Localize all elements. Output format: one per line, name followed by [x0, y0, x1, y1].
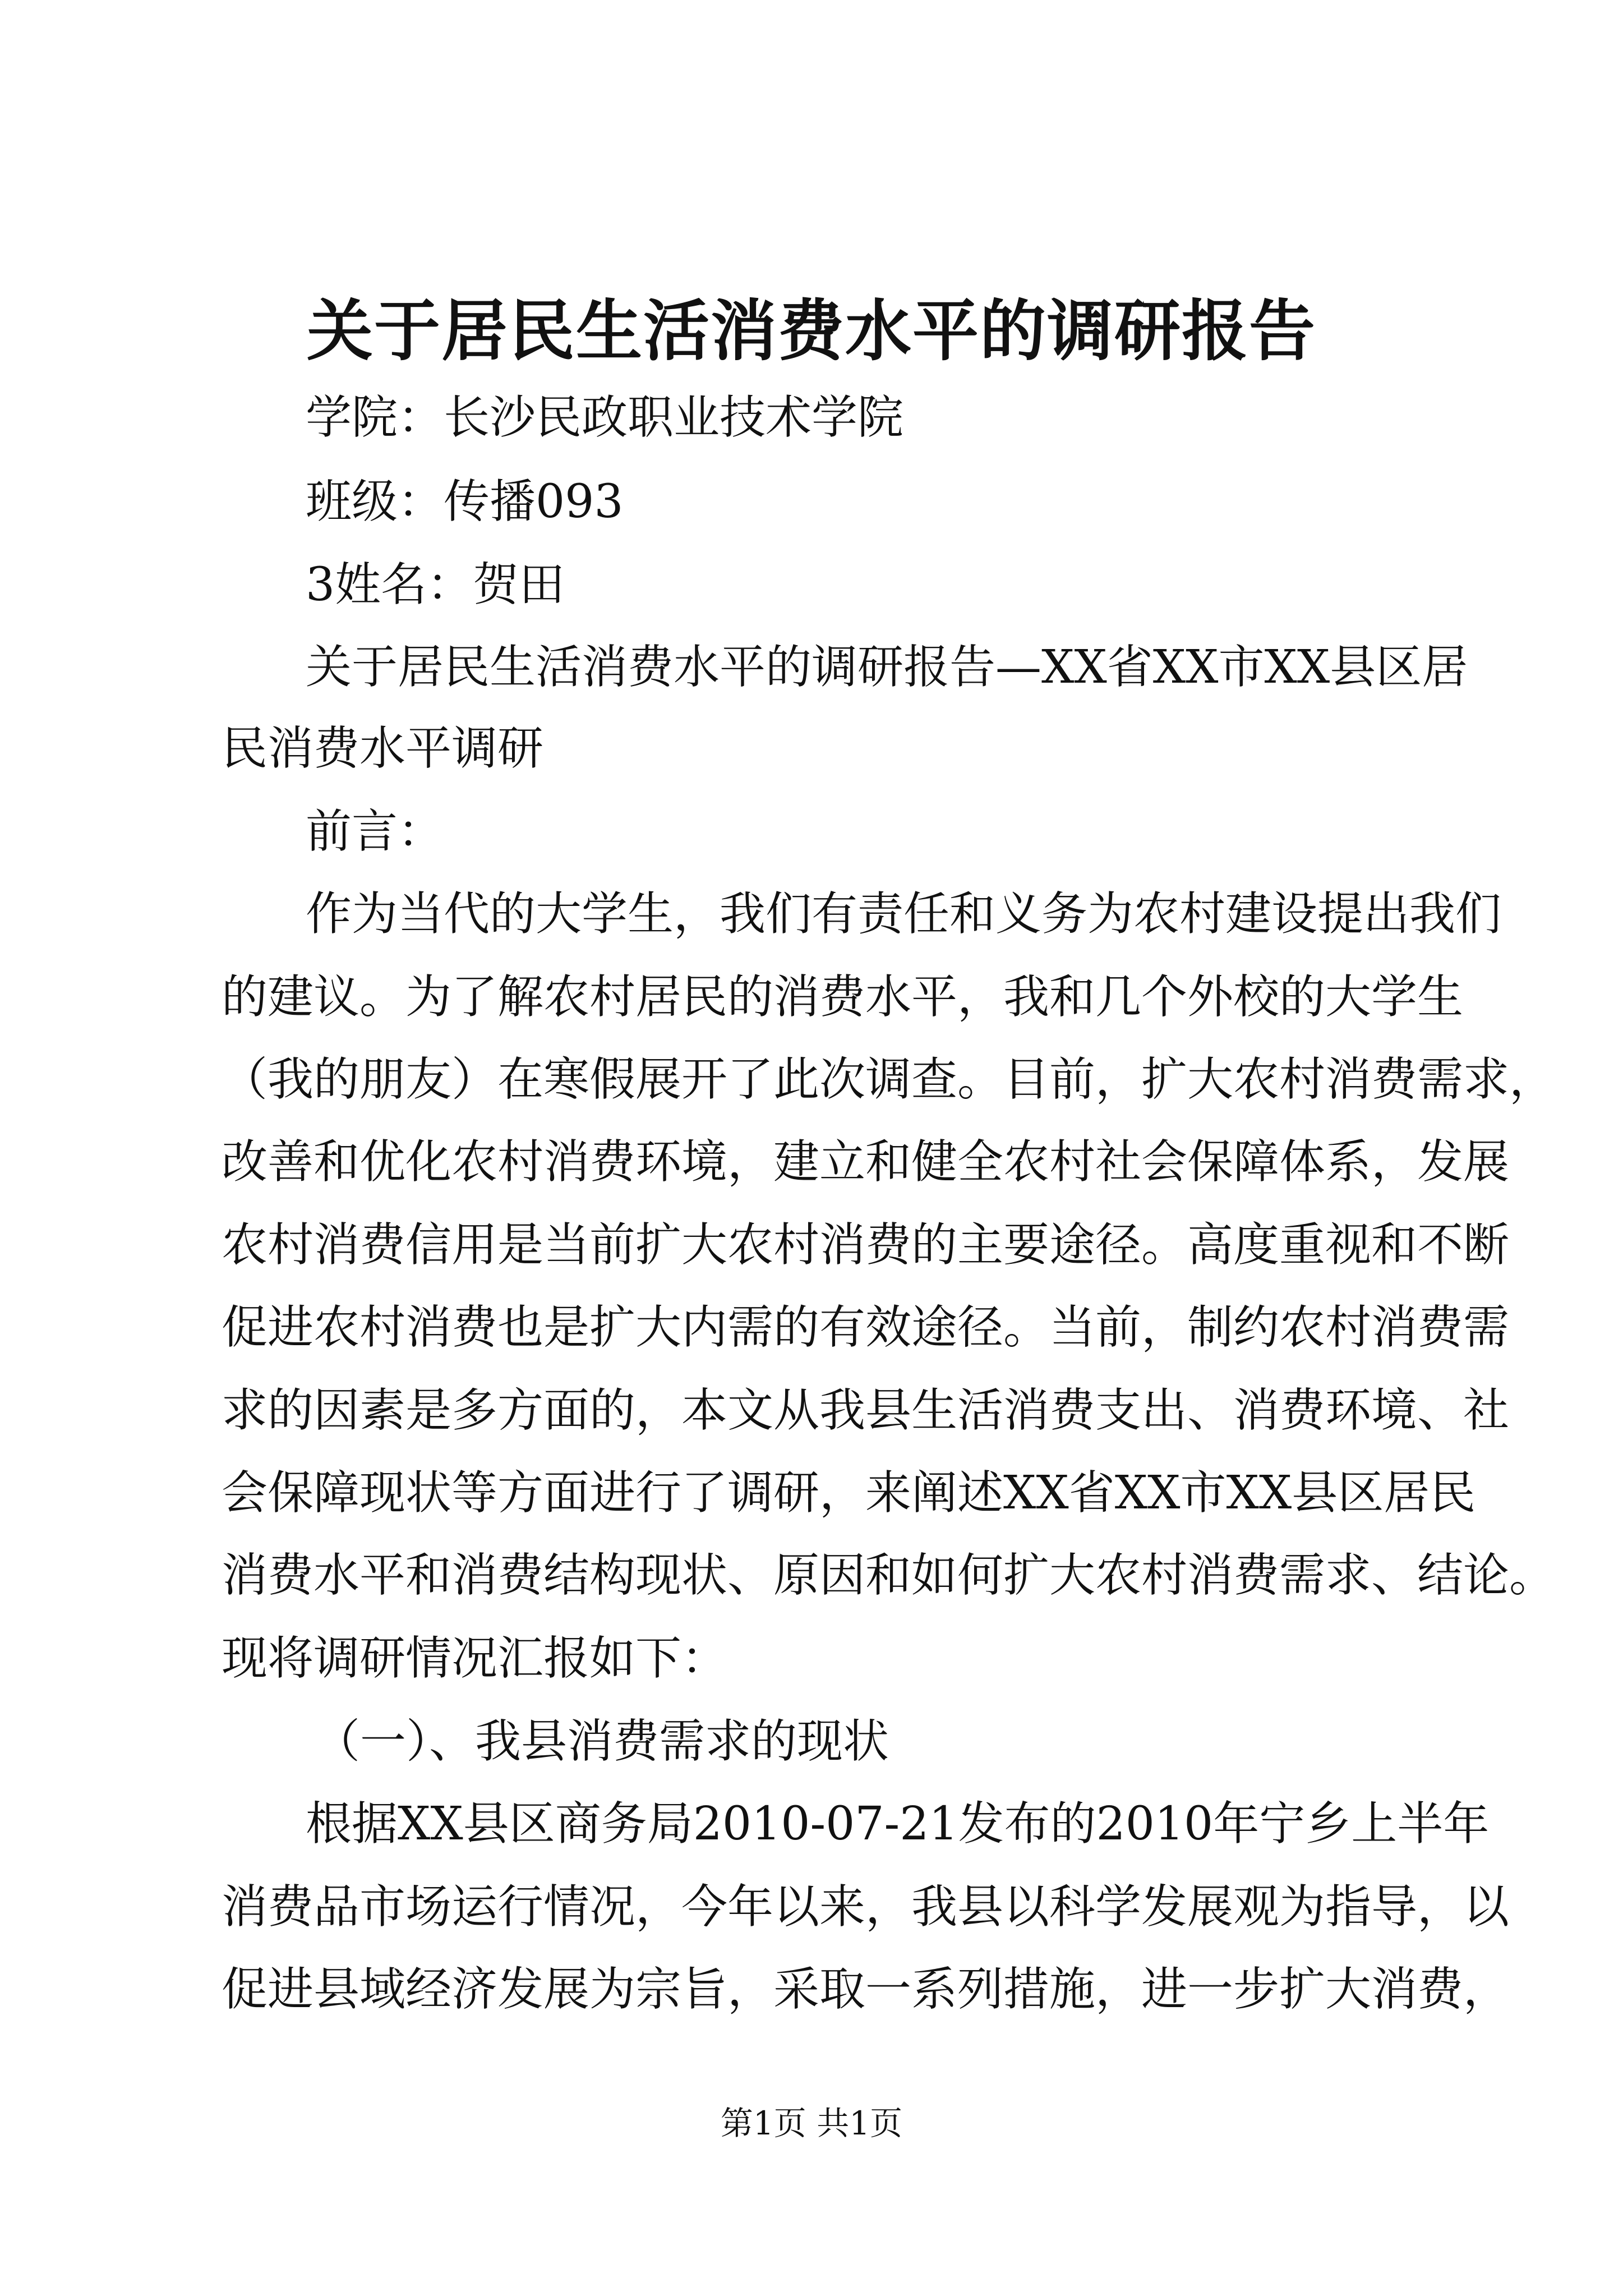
section-line: 消费品市场运行情况，今年以来，我县以科学发展观为指导，以 [222, 1880, 1510, 1934]
name-line: 3姓名：贺田 [306, 558, 565, 611]
preface-line: 改善和优化农村消费环境，建立和健全农村社会保障体系，发展 [222, 1135, 1510, 1189]
preface-line: 农村消费信用是当前扩大农村消费的主要途径。高度重视和不断 [222, 1218, 1510, 1272]
college-line: 学院：长沙民政职业技术学院 [306, 391, 904, 444]
preface-line: 的建议。为了解农村居民的消费水平，我和几个外校的大学生 [222, 970, 1464, 1024]
preface-line: 促进农村消费也是扩大内需的有效途径。当前，制约农村消费需 [222, 1301, 1510, 1354]
page-number-footer: 第1页 共1页 [720, 2104, 903, 2142]
class-line: 班级：传播093 [306, 475, 624, 528]
section-line: 促进县域经济发展为宗旨，采取一系列措施，进一步扩大消费， [222, 1963, 1510, 2016]
subtitle-line-1: 关于居民生活消费水平的调研报告—XX省XX市XX县区居 [306, 641, 1468, 694]
document-title: 关于居民生活消费水平的调研报告 [306, 292, 1316, 370]
preface-label: 前言： [306, 805, 444, 858]
section-line: 根据XX县区商务局2010-07-21发布的2010年宁乡上半年 [306, 1797, 1490, 1851]
preface-line: 会保障现状等方面进行了调研，来阐述XX省XX市XX县区居民 [222, 1466, 1476, 1520]
section-heading: （一）、我县消费需求的现状 [314, 1715, 889, 1768]
subtitle-line-2: 民消费水平调研 [222, 722, 544, 775]
preface-line: （我的朋友）在寒假展开了此次调查。目前，扩大农村消费需求， [222, 1053, 1556, 1106]
preface-line: 消费水平和消费结构现状、原因和如何扩大农村消费需求、结论。 [222, 1549, 1556, 1602]
preface-line: 现将调研情况汇报如下： [222, 1632, 728, 1685]
preface-line: 求的因素是多方面的，本文从我县生活消费支出、消费环境、社 [222, 1384, 1510, 1437]
preface-line: 作为当代的大学生，我们有责任和义务为农村建设提出我们 [306, 887, 1502, 941]
